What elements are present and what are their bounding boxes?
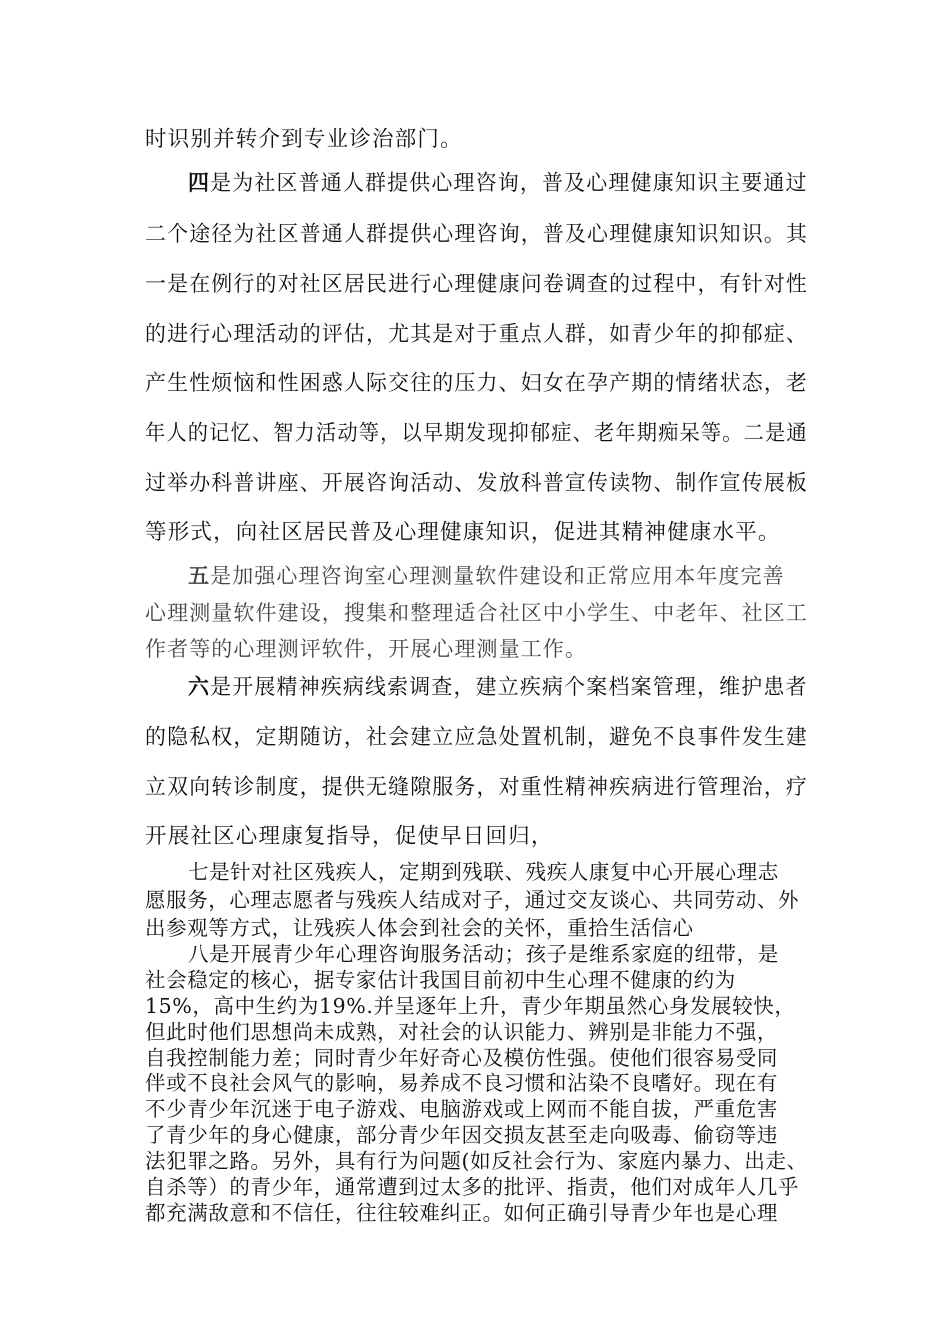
text-line: 出参观等方式，让残疾人体会到社会的关怀，重拾生活信心	[145, 916, 694, 940]
text-line: 一是在例行的对社区居民进行心理健康问卷调查的过程中，有针对性	[145, 272, 809, 297]
text-line: 七是针对社区残疾人，定期到残联、残疾人康复中心开展心理志	[188, 860, 779, 884]
paragraph-lead: 六	[188, 675, 211, 700]
text-line: 过举办科普讲座、开展咨询活动、发放科普宣传读物、制作宣传展板	[145, 471, 809, 496]
text-line: 法犯罪之路。另外，具有行为问题(如反社会行为、家庭内暴力、出走、	[145, 1149, 808, 1173]
text-line: 八是开展青少年心理咨询服务活动；孩子是维系家庭的纽带，是	[188, 942, 779, 966]
paragraph-6-first-line	[188, 670, 808, 701]
text-line: 愿服务，心理志愿者与残疾人结成对子，通过交友谈心、共同劳动、外	[145, 888, 800, 912]
text-line: 开展社区心理康复指导，促使早日回归，	[145, 824, 554, 849]
paragraph-lead: 四	[188, 171, 211, 196]
text-line: 二个途径为社区普通人群提供心理咨询，普及心理健康知识知识。其	[145, 222, 809, 247]
text-line: 自我控制能力差；同时青少年好奇心及模仿性强。使他们很容易受同	[145, 1046, 778, 1070]
text-line: 是加强心理咨询室心理测量软件建设和正常应用本年度完善	[210, 564, 785, 588]
paragraph-4-first-line	[188, 166, 808, 197]
text-line: 社会稳定的核心，据专家估计我国目前初中生心理不健康的约为	[145, 968, 736, 992]
text-line: 自杀等）的青少年，通常遭到过太多的批评、指责，他们对成年人几乎	[145, 1175, 800, 1199]
paragraph-5-first-line	[188, 560, 785, 590]
text-line: 了青少年的身心健康，部分青少年因交损友甚至走向吸毒、偷窃等违	[145, 1123, 778, 1147]
text-line: 产生性烦恼和性困惑人际交往的压力、妇女在孕产期的情绪状态，老	[145, 371, 809, 396]
text-line: 但此时他们思想尚未成熟，对社会的认识能力、辨别是非能力不强，	[145, 1020, 778, 1044]
text-line: 的隐私权，定期随访，社会建立应急处置机制，避免不良事件发生建	[145, 725, 809, 750]
text-line: 不少青少年沉迷于电子游戏、电脑游戏或上网而不能自拔，严重危害	[145, 1097, 778, 1121]
text-line: 伴或不良社会风气的影响，易养成不良习惯和沾染不良嗜好。现在有	[145, 1071, 778, 1095]
text-line: 都充满敌意和不信任，往往较难纠正。如何正确引导青少年也是心理	[145, 1201, 778, 1225]
text-line: 的进行心理活动的评估，尤其是对于重点人群，如青少年的抑郁症、	[145, 322, 809, 347]
text-line: 年人的记忆、智力活动等，以早期发现抑郁症、老年期痴呆等。二是通	[145, 421, 808, 446]
text-line: 作者等的心理测评软件，开展心理测量工作。	[145, 637, 587, 661]
text-line: 是为社区普通人群提供心理咨询，普及心理健康知识主要通过	[210, 171, 808, 196]
text-line: 是开展精神疾病线索调查，建立疾病个案档案管理，维护患者	[210, 675, 808, 700]
text-line: 时识别并转介到专业诊治部门。	[145, 127, 463, 152]
text-line: 15%，高中生约为19%.并呈逐年上升，青少年期虽然心身发展较快，	[145, 994, 796, 1018]
text-line: 心理测量软件建设，搜集和整理适合社区中小学生、中老年、社区工	[145, 601, 808, 625]
text-line: 等形式，向社区居民普及心理健康知识，促进其精神健康水平。	[145, 520, 781, 545]
paragraph-lead: 五	[188, 563, 211, 588]
text-line: 立双向转诊制度，提供无缝隙服务，对重性精神疾病进行管理治，疗	[145, 775, 809, 800]
